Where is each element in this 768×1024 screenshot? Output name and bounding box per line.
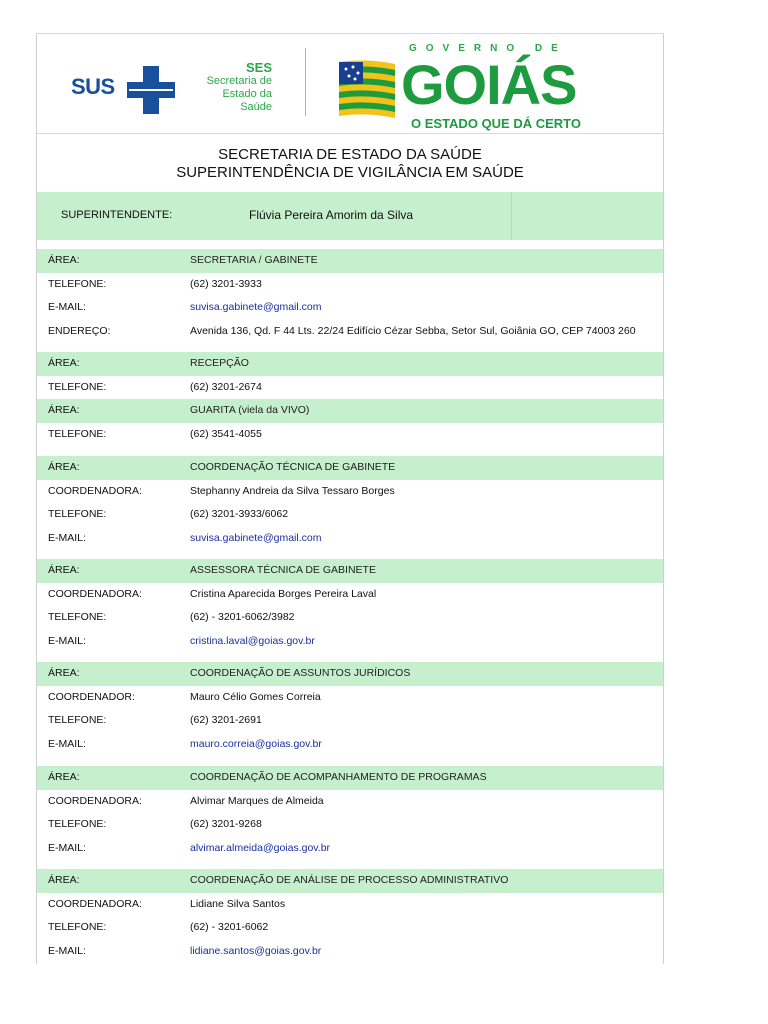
field-value: COORDENAÇÃO DE ANÁLISE DE PROCESSO ADMINISTRATIVO (190, 874, 509, 886)
cell-divider (511, 192, 512, 240)
title-line-1: SECRETARIA DE ESTADO DA SAÚDE (218, 146, 482, 163)
area-row (37, 559, 663, 583)
contact-section (37, 559, 663, 654)
info-row (37, 583, 663, 607)
ses-logo-title: SES (245, 60, 272, 75)
email-link[interactable]: cristina.laval@goias.gov.br (190, 635, 315, 648)
info-row (37, 376, 663, 400)
field-label: ÁREA: (48, 564, 80, 576)
superintendent-row (37, 192, 663, 240)
info-row (37, 893, 663, 917)
field-label: COORDENADORA: (48, 794, 142, 807)
field-label: ENDEREÇO: (48, 325, 111, 338)
area-row (37, 869, 663, 893)
contact-section (37, 249, 663, 344)
field-value: (62) - 3201-6062/3982 (190, 611, 295, 624)
field-label: ÁREA: (48, 461, 80, 473)
email-link[interactable]: mauro.correia@goias.gov.br (190, 738, 322, 751)
goias-flag-icon (337, 58, 397, 120)
area-row (37, 662, 663, 686)
info-row (37, 813, 663, 837)
info-row (37, 296, 663, 320)
field-label: COORDENADORA: (48, 587, 142, 600)
info-row (37, 916, 663, 940)
field-label: ÁREA: (48, 874, 80, 886)
field-value: GUARITA (viela da VIVO) (190, 404, 310, 417)
field-label: TELEFONE: (48, 277, 107, 290)
field-value: Alvimar Marques de Almeida (190, 794, 324, 807)
field-label: ÁREA: (48, 357, 80, 369)
field-label: E-MAIL: (48, 301, 86, 314)
field-value: (62) 3201-2674 (190, 380, 262, 393)
contact-section (37, 662, 663, 757)
email-link[interactable]: alvimar.almeida@goias.gov.br (190, 842, 331, 855)
goias-wordmark: GOIÁS (401, 53, 577, 116)
field-label: COORDENADORA: (48, 897, 142, 910)
field-label: E-MAIL: (48, 532, 86, 545)
superintendent-label: SUPERINTENDENTE: (61, 209, 173, 221)
info-row (37, 423, 663, 447)
info-row (37, 606, 663, 630)
document-sheet (36, 33, 664, 964)
info-row (37, 320, 663, 344)
field-value: Mauro Célio Gomes Correia (190, 690, 321, 703)
document-header (37, 34, 663, 134)
field-value: Lidiane Silva Santos (190, 897, 286, 910)
field-value: (62) 3201-3933 (190, 277, 262, 290)
field-value: COORDENAÇÃO TÉCNICA DE GABINETE (190, 461, 396, 473)
document-title-block (37, 134, 663, 193)
field-label: TELEFONE: (48, 508, 107, 521)
info-row (37, 940, 663, 964)
field-label: E-MAIL: (48, 738, 86, 751)
field-label: TELEFONE: (48, 611, 107, 624)
field-label: ÁREA: (48, 771, 80, 783)
info-row (37, 733, 663, 757)
field-value: ASSESSORA TÉCNICA DE GABINETE (190, 564, 376, 576)
field-value: (62) 3201-9268 (190, 818, 262, 831)
info-row (37, 709, 663, 733)
field-value: RECEPÇÃO (190, 357, 249, 369)
field-label: ÁREA: (48, 254, 80, 266)
field-value: Cristina Aparecida Borges Pereira Laval (190, 587, 377, 600)
logo-divider (305, 48, 306, 116)
area-row (37, 352, 663, 376)
field-label: E-MAIL: (48, 635, 86, 648)
info-row (37, 503, 663, 527)
field-value: (62) - 3201-6062 (190, 921, 269, 934)
field-label: TELEFONE: (48, 380, 107, 393)
sus-logo-text: SUS (71, 74, 115, 99)
contact-section (37, 766, 663, 861)
contact-section (37, 352, 663, 447)
field-value: (62) 3201-2691 (190, 714, 262, 727)
info-row (37, 480, 663, 504)
info-row (37, 790, 663, 814)
field-value: (62) 3541-4055 (190, 428, 262, 441)
contact-section (37, 869, 663, 964)
field-label: TELEFONE: (48, 818, 107, 831)
field-value: SECRETARIA / GABINETE (190, 254, 318, 266)
area-row (37, 456, 663, 480)
governo-de-label: GOVERNO DE (409, 43, 567, 54)
ses-subtitle-line: Estado da (222, 88, 272, 100)
field-value: Stephanny Andreia da Silva Tessaro Borges (190, 484, 395, 497)
sus-cross-icon (125, 64, 177, 116)
field-label: E-MAIL: (48, 842, 86, 855)
email-link[interactable]: suvisa.gabinete@gmail.com (190, 532, 322, 545)
field-label: TELEFONE: (48, 428, 107, 441)
area-row (37, 399, 663, 423)
field-value: COORDENAÇÃO DE ASSUNTOS JURÍDICOS (190, 667, 411, 679)
goias-slogan: O ESTADO QUE DÁ CERTO (411, 116, 581, 131)
field-label: COORDENADORA: (48, 484, 142, 497)
email-link[interactable]: suvisa.gabinete@gmail.com (190, 301, 322, 314)
info-row (37, 686, 663, 710)
field-value: (62) 3201-3933/6062 (190, 508, 289, 521)
field-label: E-MAIL: (48, 945, 86, 958)
field-label: TELEFONE: (48, 714, 107, 727)
info-row (37, 837, 663, 861)
title-line-2: SUPERINTENDÊNCIA DE VIGILÂNCIA EM SAÚDE (176, 164, 524, 181)
field-label: ÁREA: (48, 667, 80, 679)
info-row (37, 273, 663, 297)
superintendent-name: Flúvia Pereira Amorim da Silva (249, 208, 414, 222)
info-row (37, 630, 663, 654)
field-label: ÁREA: (48, 404, 80, 417)
contact-section (37, 456, 663, 551)
ses-subtitle-line: Saúde (240, 101, 272, 113)
ses-subtitle-line: Secretaria de (206, 75, 272, 87)
area-row (37, 249, 663, 273)
area-row (37, 766, 663, 790)
ses-logo-subtitle (187, 75, 272, 114)
field-value: Avenida 136, Qd. F 44 Lts. 22/24 Edifício Cézar Sebba, Setor Sul, Goiânia GO, CEP 74003 260 (190, 325, 636, 338)
field-label: COORDENADOR: (48, 690, 135, 703)
field-value: COORDENAÇÃO DE ACOMPANHAMENTO DE PROGRAMAS (190, 771, 487, 783)
field-label: TELEFONE: (48, 921, 107, 934)
info-row (37, 527, 663, 551)
email-link[interactable]: lidiane.santos@goias.gov.br (190, 945, 322, 958)
